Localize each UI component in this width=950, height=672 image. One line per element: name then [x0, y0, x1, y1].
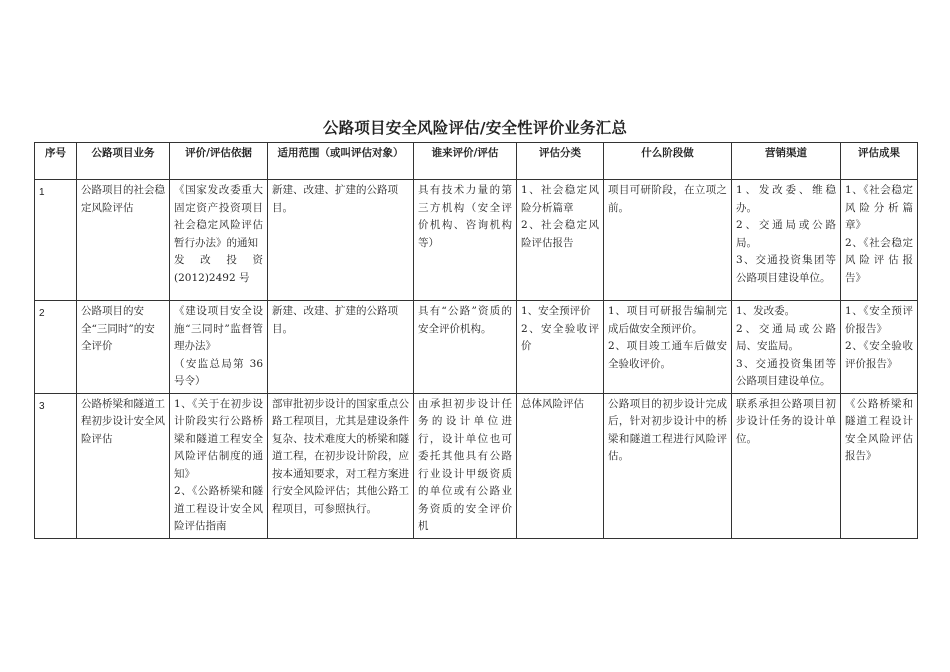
cell-no: 2: [35, 301, 77, 394]
cell-category: 1、社会稳定风险分析篇章 2、社会稳定风险评估报告: [517, 180, 604, 301]
cell-category: 总体风险评估: [517, 393, 604, 538]
header-who: 谁来评价/评估: [414, 143, 517, 180]
header-category: 评估分类: [517, 143, 604, 180]
cell-stage: 1、项目可研报告编制完成后做安全预评价。 2、项目竣工通车后做安全验收评价。: [604, 301, 732, 394]
header-no: 序号: [35, 143, 77, 180]
cell-channel: 1、发改委。 2、交通局或公路局、安监局。 3、交通投资集团等公路项目建设单位。: [732, 301, 841, 394]
cell-basis: 1、《关于在初步设计阶段实行公路桥梁和隧道工程安全风险评估制度的通知》 2、《公路桥梁和隧道工程设计安全风险评估指南: [170, 393, 268, 538]
cell-scope: 新建、改建、扩建的公路项目。: [268, 301, 414, 394]
cell-basis: 《国家发改委重大固定资产投资项目社会稳定风险评估暂行办法》的通知 发 改 投 资(2012)2492 号: [170, 180, 268, 301]
table-row: [35, 180, 918, 301]
cell-channel: 联系承担公路项目初步设计任务的设计单位。: [732, 393, 841, 538]
cell-scope: 部审批初步设计的国家重点公路工程项目，尤其是建设条件复杂、技术难度大的桥梁和隧道工程，在初步设计阶段，应按本通知要求，对工程方案进行安全风险评估；其他公路工程项目，可参照执行。: [268, 393, 414, 538]
cell-stage: 公路项目的初步设计完成后，针对初步设计中的桥梁和隧道工程进行风险评估。: [604, 393, 732, 538]
cell-scope: 新建、改建、扩建的公路项目。: [268, 180, 414, 301]
cell-business: 公路桥梁和隧道工程初步设计安全风险评估: [77, 393, 170, 538]
header-stage: 什么阶段做: [604, 143, 732, 180]
table-row: [35, 301, 918, 394]
cell-result: 1、《社会稳定风险分析篇章》 2、《社会稳定风险评估报告》: [841, 180, 918, 301]
cell-result: 《公路桥梁和隧道工程设计安全风险评估报告》: [841, 393, 918, 538]
cell-who: 具有“公路”资质的安全评价机构。: [414, 301, 517, 394]
table-row: [35, 393, 918, 538]
cell-business: 公路项目的安全“三同时”的安全评价: [77, 301, 170, 394]
header-channel: 营销渠道: [732, 143, 841, 180]
cell-result: 1、《安全预评价报告》 2、《安全验收评价报告》: [841, 301, 918, 394]
cell-business: 公路项目的社会稳定风险评估: [77, 180, 170, 301]
header-basis: 评价/评估依据: [170, 143, 268, 180]
summary-table: [34, 142, 918, 539]
header-scope: 适用范围（或叫评估对象）: [268, 143, 414, 180]
cell-stage: 项目可研阶段，在立项之前。: [604, 180, 732, 301]
header-row: [35, 143, 918, 180]
cell-no: 3: [35, 393, 77, 538]
document-title: 公路项目安全风险评估/安全性评价业务汇总: [322, 119, 628, 137]
cell-channel: 1、发改委、维稳办。 2、交通局或公路局。 3、交通投资集团等公路项目建设单位。: [732, 180, 841, 301]
cell-no: 1: [35, 180, 77, 301]
cell-who: 具有技术力量的第三方机构（安全评价机构、咨询机构等）: [414, 180, 517, 301]
cell-category: 1、安全预评价 2、安全验收评价: [517, 301, 604, 394]
cell-basis: 《建设项目安全设施“三同时”监督管理办法》 （安监总局第 36 号令）: [170, 301, 268, 394]
header-result: 评估成果: [841, 143, 918, 180]
cell-who: 由承担初步设计任务的设计单位进行，设计单位也可委托其他具有公路行业设计甲级资质的单位或有公路业务资质的安全评价机: [414, 393, 517, 538]
header-business: 公路项目业务: [77, 143, 170, 180]
